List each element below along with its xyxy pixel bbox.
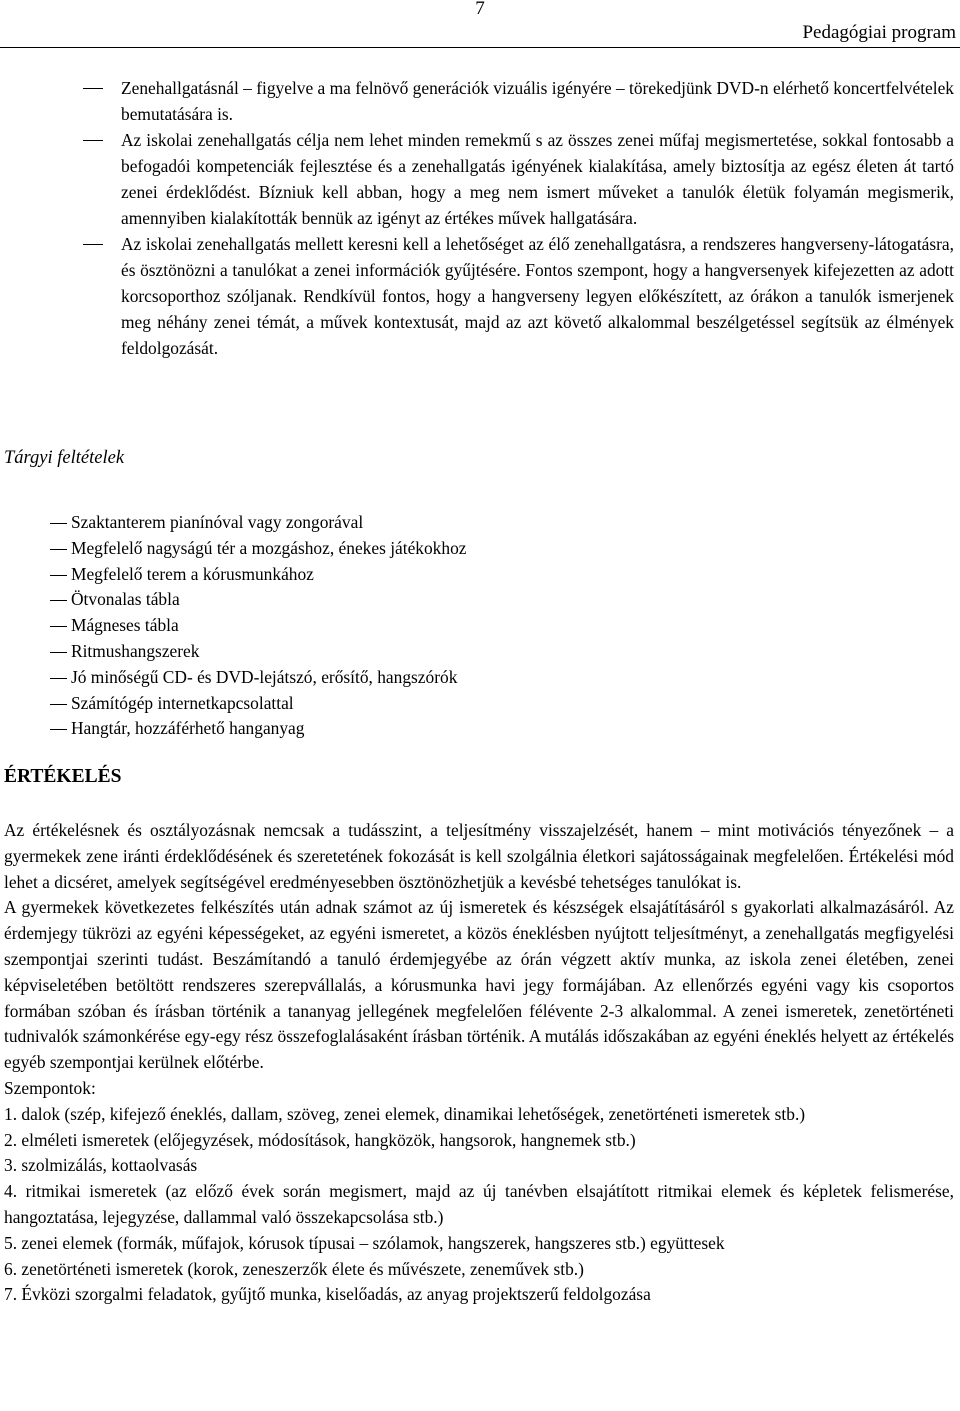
dash-bullet <box>50 575 67 576</box>
dash-bullet <box>50 626 67 627</box>
dash-bullet <box>50 600 67 601</box>
criteria-item: 1. dalok (szép, kifejező éneklés, dallam, szöveg, zenei elemek, dinamikai lehetőségek, zenetörténeti ismeretek stb.) <box>4 1103 806 1124</box>
criteria-item: 4. ritmikai ismeretek (az előző évek során megismert, majd az új tanévben elsajátított ritmikai elemek és képletek felismerése, hangoztatása, lejegyzése, dallammal való összekapcsolása stb.) <box>4 1181 954 1227</box>
list-item <box>71 587 466 613</box>
page-number: 7 <box>475 0 485 19</box>
criteria-item: 7. Évközi szorgalmi feladatok, gyűjtő munka, kiselőadás, az anyag projektszerű feldolgozása <box>4 1284 651 1305</box>
list-item-text: Számítógép internetkapcsolattal <box>71 692 294 713</box>
evaluation-paragraph: Az értékelésnek és osztályozásnak nemcsak a tudásszint, a teljesítmény visszajelzését, hanem – mint motivációs tényezőnek – a gyermekek zene iránti érdeklődésének és szeretetének fokozását is kell szolgálnia életkori sajátosságainak megfelelően. Értékelési mód lehet a dicséret, amelyek segítségével eredményesebben ösztönözhetjük a kevésbé tehetséges tanulókat is. <box>4 820 954 892</box>
list-item-text: Szaktanterem pianínóval vagy zongorával <box>71 512 364 532</box>
evaluation-body <box>4 818 954 1308</box>
list-item-text: Zenehallgatásnál – figyelve a ma felnövő generációk vizuális igényére – törekedjünk DVD-n elérhető koncertfelvételek bemutatására is. <box>121 78 954 124</box>
dash-bullet <box>50 523 67 524</box>
dash-bullet <box>50 652 67 653</box>
list-item <box>71 665 466 691</box>
list-item <box>121 231 954 361</box>
list-item-text: Ötvonalas tábla <box>71 589 180 610</box>
list-item <box>71 639 466 665</box>
list-item-text: Megfelelő terem a kórusmunkához <box>71 563 314 584</box>
criteria-item: 3. szolmizálás, kottaolvasás <box>4 1155 198 1176</box>
dash-bullet <box>50 678 67 679</box>
list-item <box>71 613 466 639</box>
list-item-text: Mágneses tábla <box>71 615 179 636</box>
listening-list <box>121 75 954 361</box>
equipment-list <box>71 510 466 742</box>
list-item-text: Az iskolai zenehallgatás célja nem lehet minden remekmű s az összes zenei műfaj megismertetése, sokkal fontosabb a befogadói kompetenciák fejlesztése és a zenehallgatás igényének kialakítása, amely biztosítja az egész életen át tartó zenei érdeklődést. Bízniuk kell abban, hogy a meg nem ismert műveket a tanulók életük folyamán megismerik, amennyiben kialakították bennük az igényt az értékes művek hallgatására. <box>121 130 954 228</box>
header-rule <box>0 47 960 48</box>
evaluation-heading: ÉRTÉKELÉS <box>4 766 122 787</box>
evaluation-paragraph: A gyermekek következetes felkészítés után adnak számot az új ismeretek és készségek elsajátításáról s gyakorlati alkalmazásáról. Az érdemjegy tükrözi az egyéni képességeket, az egyéni ismeretet, a közös éneklésben nyújtott teljesítményt, a zenehallgatás megfigyelési szempontjai szerinti tudást. Beszámítandó a tanuló érdemjegyébe az órán végzett aktív munka, az iskola zenei életében, zenei képviseletében betöltött rendszeres szerepvállalás, a kórusmunka havi jegy formájában. Az ellenőrzés egyéni vagy kis csoportos formában szóban és írásban történik a tananyag jellegének megfelelően félévente 2-3 alkalommal. A zenei ismeretek, zenetörténeti tudnivalók számonkérése egy-egy rész összefoglalásaként írásban történik. A mutálás időszakában az egyéni éneklés helyett az értékelés egyéb szempontjai kerülnek előtérbe. <box>4 897 954 1073</box>
criteria-item: 2. elméleti ismeretek (előjegyzések, módosítások, hangközök, hangsorok, hangnemek stb.) <box>4 1129 636 1150</box>
list-item <box>71 691 466 717</box>
list-item <box>71 562 466 588</box>
dash-bullet <box>50 729 67 730</box>
list-item-text: Ritmushangszerek <box>71 640 200 661</box>
criteria-label: Szempontok: <box>4 1077 96 1098</box>
list-item-text: Az iskolai zenehallgatás mellett keresni kell a lehetőséget az élő zenehallgatásra, a rendszeres hangverseny-látogatásra, és ösztönözni a tanulókat a zenei információk gyűjtésére. Fontos szempont, hogy a hangversenyek kifejezetten az adott korcsoporthoz szóljanak. Rendkívül fontos, hogy a hangverseny legyen előkészített, az órákon a tanulók ismerjenek meg néhány zenei témát, a művek kontextusát, majd az azt követő alkalommal beszélgetéssel segítsük az élmények feldolgozását. <box>121 234 954 358</box>
list-item <box>71 510 466 536</box>
list-item <box>121 75 954 127</box>
list-item <box>71 536 466 562</box>
dash-bullet <box>83 140 103 141</box>
criteria-item: 5. zenei elemek (formák, műfajok, kórusok típusai – szólamok, hangszerek, hangszeres stb.) együttesek <box>4 1232 725 1253</box>
list-item-text: Jó minőségű CD- és DVD-lejátszó, erősítő, hangszórók <box>71 666 458 687</box>
list-item <box>71 716 466 742</box>
dash-bullet <box>83 244 103 245</box>
dash-bullet <box>50 704 67 705</box>
material-conditions-heading: Tárgyi feltételek <box>4 448 125 468</box>
list-item <box>121 127 954 231</box>
dash-bullet <box>50 549 67 550</box>
list-item-text: Megfelelő nagyságú tér a mozgáshoz, énekes játékokhoz <box>71 537 467 558</box>
criteria-item: 6. zenetörténeti ismeretek (korok, zeneszerzők élete és művészete, zeneművek stb.) <box>4 1258 584 1279</box>
list-item-text: Hangtár, hozzáférhető hanganyag <box>71 718 305 739</box>
header-title: Pedagógiai program <box>802 22 956 43</box>
dash-bullet <box>83 88 103 89</box>
